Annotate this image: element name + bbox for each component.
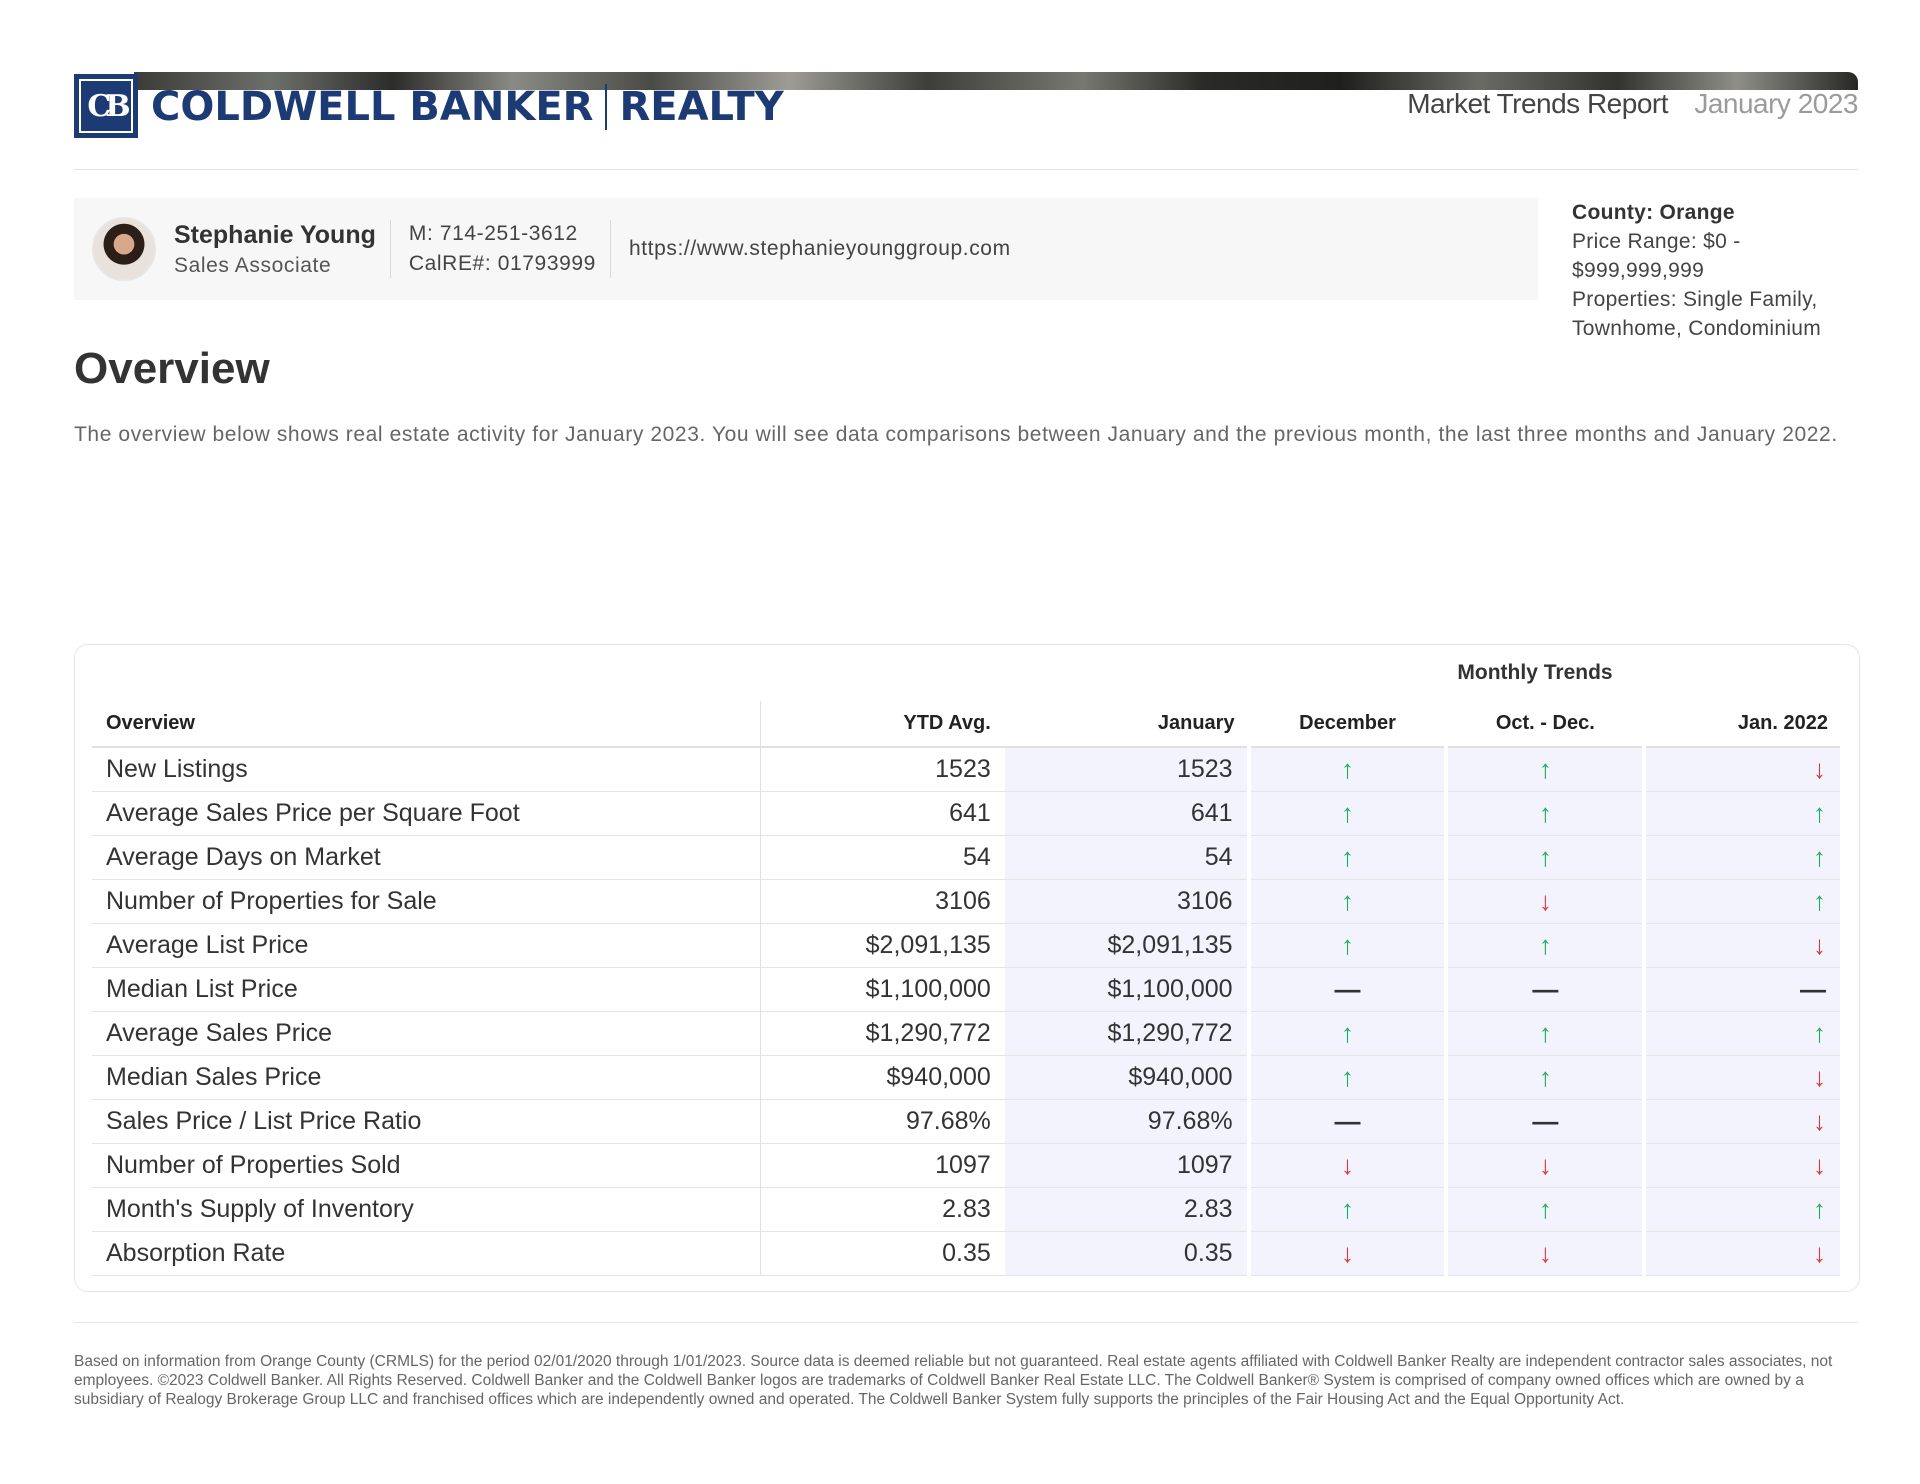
report-header (74, 72, 1858, 170)
metric-label: Number of Properties Sold (92, 1143, 761, 1187)
arrow-down-icon: ↓ (1813, 1149, 1826, 1180)
december-trend-icon (1249, 1231, 1447, 1275)
column-header-overview: Overview (92, 701, 761, 747)
table-row (92, 923, 1842, 967)
agent-contact (391, 220, 611, 278)
month-value: 97.68% (1005, 1099, 1249, 1143)
arrow-up-icon: ↑ (1813, 1017, 1826, 1048)
quarter-trend-icon (1446, 1231, 1644, 1275)
metric-label: Average Sales Price (92, 1011, 761, 1055)
metric-label: Average Days on Market (92, 835, 761, 879)
page-title: Overview (74, 344, 270, 393)
arrow-down-icon: ↓ (1813, 929, 1826, 960)
metric-label: Absorption Rate (92, 1231, 761, 1275)
overview-description: The overview below shows real estate activity for January 2023. You will see data comparisons between January and the previous month, the last three months and January 2022. (74, 423, 1838, 446)
table-row (92, 1011, 1842, 1055)
arrow-up-icon: ↑ (1813, 885, 1826, 916)
ytd-value: $940,000 (761, 1055, 1005, 1099)
december-trend-icon (1249, 1099, 1447, 1143)
filter-county: County: Orange (1572, 201, 1735, 224)
december-trend-icon (1249, 835, 1447, 879)
brand-divider (605, 84, 607, 130)
arrow-down-icon: ↓ (1813, 1061, 1826, 1092)
brand-wordmark (151, 84, 784, 130)
table-row (92, 1231, 1842, 1275)
ytd-value: 0.35 (761, 1231, 1005, 1275)
quarter-trend-icon (1446, 835, 1644, 879)
arrow-up-icon: ↑ (1341, 929, 1355, 960)
month-value: 3106 (1005, 879, 1249, 923)
arrow-down-icon: ↓ (1538, 1149, 1552, 1180)
ytd-value: 97.68% (761, 1099, 1005, 1143)
arrow-up-icon: ↑ (1538, 797, 1552, 828)
column-header-ytd: YTD Avg. (761, 701, 1005, 747)
table-row (92, 747, 1842, 791)
footer-divider (74, 1322, 1858, 1323)
year-over-year-trend-icon (1644, 1055, 1842, 1099)
december-trend-icon (1249, 923, 1447, 967)
agent-website-link[interactable]: https://www.stephanieyounggroup.com (628, 237, 1011, 260)
december-trend-icon (1249, 1055, 1447, 1099)
month-value: 641 (1005, 791, 1249, 835)
metric-label: Median List Price (92, 967, 761, 1011)
quarter-trend-icon (1446, 879, 1644, 923)
table-row (92, 879, 1842, 923)
month-value: 0.35 (1005, 1231, 1249, 1275)
arrow-up-icon: ↑ (1341, 797, 1355, 828)
disclaimer: Based on information from Orange County (CRMLS) for the period 02/01/2020 through 1/01/2023. Source data is deemed reliable but not guaranteed. Real estate agents affiliated with Coldwell Banker Realty are independent contractor sales associates, not employees. ©2023 Coldwell Banker. All Rights Reserved. Coldwell Banker and the Coldwell Banker logos are trademarks of Coldwell Banker Real Estate LLC. The Coldwell Banker® System is comprised of company owned offices which are owned by a subsidiary of Realogy Brokerage Group LLC and franchised offices which are independently owned and operated. The Coldwell Banker System fully supports the principles of the Fair Housing Act and the Equal Opportunity Act. (74, 1353, 1833, 1408)
december-trend-icon (1249, 967, 1447, 1011)
year-over-year-trend-icon (1644, 1231, 1842, 1275)
table-row (92, 791, 1842, 835)
agent-name: Stephanie Young (174, 220, 376, 249)
arrow-up-icon: ↑ (1538, 1017, 1552, 1048)
december-trend-icon (1249, 1187, 1447, 1231)
filter-price-range: Price Range: $0 - $999,999,999 (1572, 230, 1741, 282)
month-value: $1,100,000 (1005, 967, 1249, 1011)
dash-icon: — (1532, 1105, 1559, 1136)
brand-division: REALTY (619, 84, 784, 130)
arrow-down-icon: ↓ (1341, 1149, 1355, 1180)
month-value: $940,000 (1005, 1055, 1249, 1099)
december-trend-icon (1249, 791, 1447, 835)
month-value: 2.83 (1005, 1187, 1249, 1231)
quarter-trend-icon (1446, 747, 1644, 791)
monthly-trends-heading: Monthly Trends (1457, 661, 1613, 684)
ytd-value: $1,290,772 (761, 1011, 1005, 1055)
dash-icon: — (1532, 973, 1559, 1004)
arrow-up-icon: ↑ (1341, 1193, 1355, 1224)
brand-name: COLDWELL BANKER (151, 84, 594, 130)
arrow-up-icon: ↑ (1538, 1193, 1552, 1224)
quarter-trend-icon (1446, 967, 1644, 1011)
december-trend-icon (1249, 1143, 1447, 1187)
dash-icon: — (1334, 973, 1361, 1004)
table-row (92, 1187, 1842, 1231)
arrow-down-icon: ↓ (1538, 885, 1552, 916)
arrow-down-icon: ↓ (1538, 1237, 1552, 1268)
dash-icon: — (1800, 973, 1826, 1004)
year-over-year-trend-icon (1644, 1143, 1842, 1187)
december-trend-icon (1249, 1011, 1447, 1055)
table-row (92, 1055, 1842, 1099)
year-over-year-trend-icon (1644, 747, 1842, 791)
arrow-up-icon: ↑ (1341, 841, 1355, 872)
quarter-trend-icon (1446, 1011, 1644, 1055)
month-value: 1523 (1005, 747, 1249, 791)
year-over-year-trend-icon (1644, 1099, 1842, 1143)
december-trend-icon (1249, 879, 1447, 923)
month-value: $2,091,135 (1005, 923, 1249, 967)
month-value: 1097 (1005, 1143, 1249, 1187)
metric-label: Median Sales Price (92, 1055, 761, 1099)
quarter-trend-icon (1446, 1055, 1644, 1099)
quarter-trend-icon (1446, 791, 1644, 835)
year-over-year-trend-icon (1644, 1187, 1842, 1231)
ytd-value: 1523 (761, 747, 1005, 791)
quarter-trend-icon (1446, 923, 1644, 967)
arrow-down-icon: ↓ (1341, 1237, 1355, 1268)
arrow-up-icon: ↑ (1813, 1193, 1826, 1224)
report-date: January 2023 (1694, 88, 1858, 119)
december-trend-icon (1249, 747, 1447, 791)
table-header-row (92, 701, 1842, 747)
arrow-up-icon: ↑ (1538, 929, 1552, 960)
quarter-trend-icon (1446, 1143, 1644, 1187)
metric-label: New Listings (92, 747, 761, 791)
year-over-year-trend-icon (1644, 791, 1842, 835)
ytd-value: $1,100,000 (761, 967, 1005, 1011)
arrow-up-icon: ↑ (1341, 885, 1355, 916)
agent-card (74, 198, 1538, 300)
column-header-oct-dec: Oct. - Dec. (1446, 701, 1644, 747)
year-over-year-trend-icon (1644, 967, 1842, 1011)
arrow-up-icon: ↑ (1341, 1017, 1355, 1048)
ytd-value: 54 (761, 835, 1005, 879)
table-row (92, 835, 1842, 879)
ytd-value: 2.83 (761, 1187, 1005, 1231)
ytd-value: $2,091,135 (761, 923, 1005, 967)
year-over-year-trend-icon (1644, 835, 1842, 879)
dash-icon: — (1334, 1105, 1361, 1136)
column-header-december: December (1249, 701, 1447, 747)
arrow-down-icon: ↓ (1813, 753, 1826, 784)
quarter-trend-icon (1446, 1099, 1644, 1143)
coldwell-banker-logo (74, 74, 138, 138)
month-value: $1,290,772 (1005, 1011, 1249, 1055)
agent-license: CalRE#: 01793999 (408, 252, 596, 275)
year-over-year-trend-icon (1644, 923, 1842, 967)
logo-mark: CB (79, 79, 133, 133)
arrow-up-icon: ↑ (1538, 1061, 1552, 1092)
agent-identity (174, 220, 391, 278)
column-header-month: January (1005, 701, 1249, 747)
table-row (92, 1099, 1842, 1143)
metric-label: Average List Price (92, 923, 761, 967)
metric-label: Average Sales Price per Square Foot (92, 791, 761, 835)
report-filters (1572, 198, 1862, 343)
market-trends-table (92, 701, 1844, 1276)
table-row (92, 967, 1842, 1011)
ytd-value: 1097 (761, 1143, 1005, 1187)
agent-role: Sales Associate (174, 253, 332, 277)
report-title: Market Trends Report (1407, 88, 1668, 119)
agent-mobile: M: 714-251-3612 (408, 222, 578, 245)
metric-label: Number of Properties for Sale (92, 879, 761, 923)
table-row (92, 1143, 1842, 1187)
ytd-value: 641 (761, 791, 1005, 835)
trends-table-card (74, 644, 1860, 1292)
arrow-up-icon: ↑ (1813, 797, 1826, 828)
filter-properties: Properties: Single Family, Townhome, Condominium (1572, 288, 1822, 340)
metric-label: Sales Price / List Price Ratio (92, 1099, 761, 1143)
arrow-up-icon: ↑ (1813, 841, 1826, 872)
arrow-down-icon: ↓ (1813, 1237, 1826, 1268)
arrow-up-icon: ↑ (1341, 753, 1355, 784)
arrow-down-icon: ↓ (1813, 1105, 1826, 1136)
avatar (92, 217, 156, 281)
ytd-value: 3106 (761, 879, 1005, 923)
arrow-up-icon: ↑ (1538, 753, 1552, 784)
month-value: 54 (1005, 835, 1249, 879)
year-over-year-trend-icon (1644, 1011, 1842, 1055)
arrow-up-icon: ↑ (1538, 841, 1552, 872)
arrow-up-icon: ↑ (1341, 1061, 1355, 1092)
year-over-year-trend-icon (1644, 879, 1842, 923)
column-header-jan-2022: Jan. 2022 (1644, 701, 1842, 747)
quarter-trend-icon (1446, 1187, 1644, 1231)
metric-label: Month's Supply of Inventory (92, 1187, 761, 1231)
